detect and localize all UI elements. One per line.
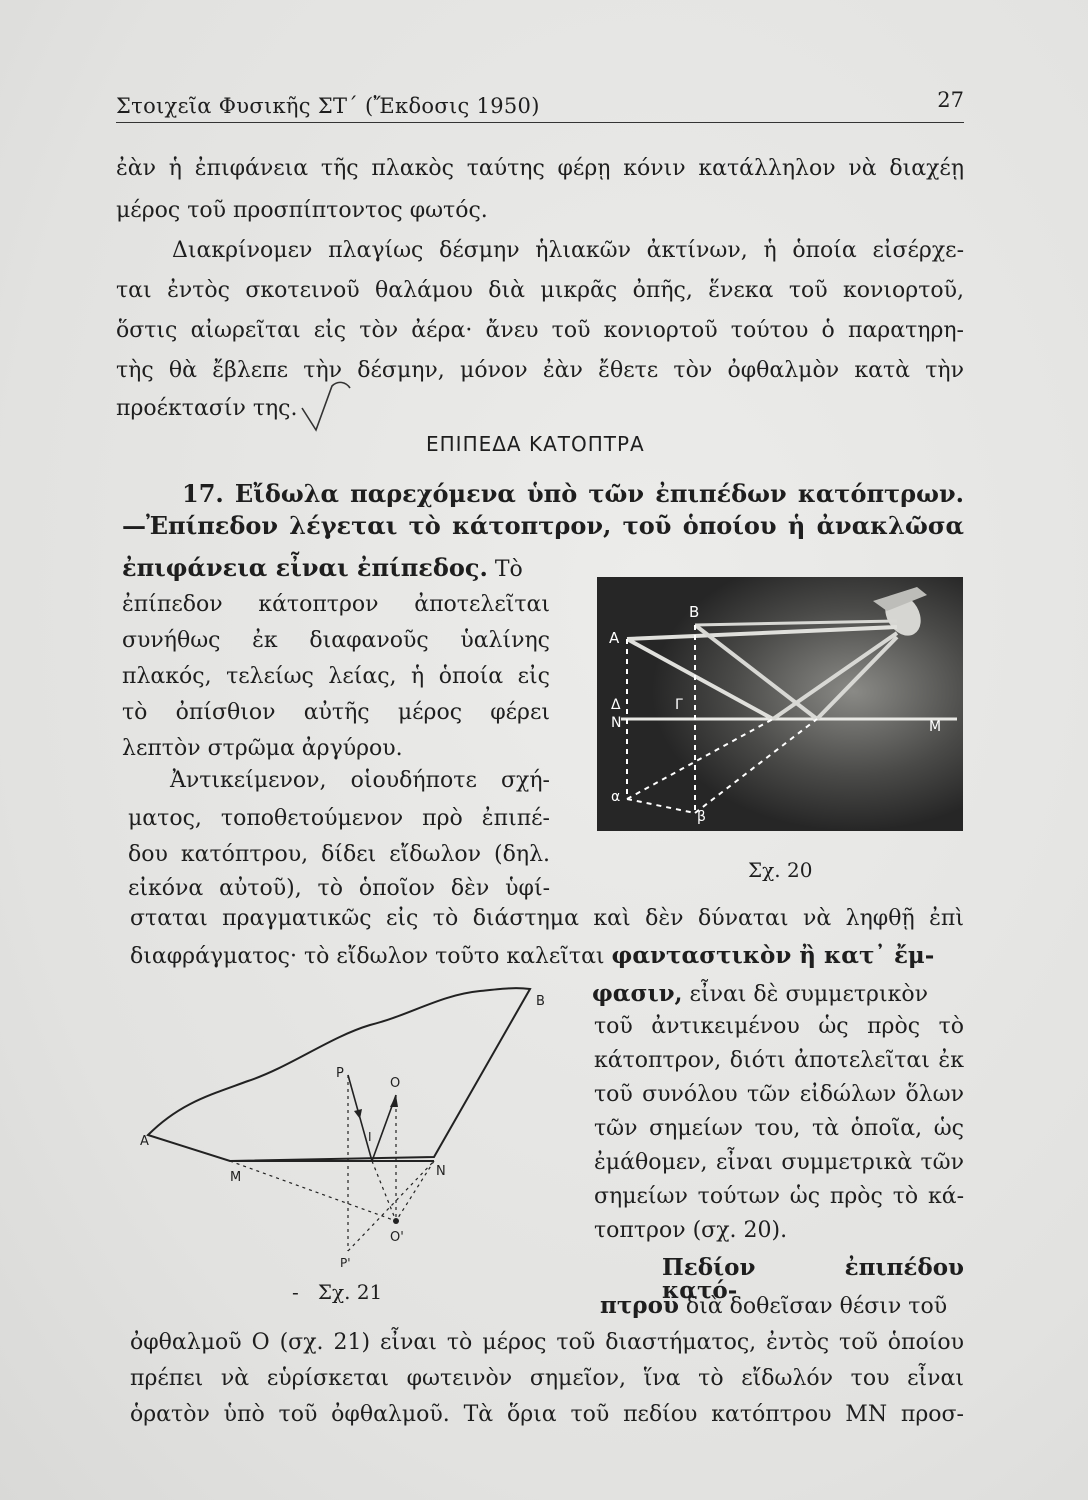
- arrow-head: [390, 1095, 398, 1107]
- fig21-label-I: I: [368, 1130, 372, 1144]
- text-line: μέρος τοῦ προσπίπτοντος φωτός.: [116, 198, 488, 223]
- fig20-label-M: M: [929, 719, 942, 735]
- figure-21-caption-line: [292, 1280, 382, 1304]
- section-17-heading: 17. Εἴδωλα παρεχόμενα ὑπὸ τῶν ἐπιπέδων κατόπτρων.: [182, 479, 964, 508]
- text-line: ἐὰν ἡ ἐπιφάνεια τῆς πλακὸς ταύτης φέρῃ κόνιν κατάλληλον νὰ διαχέῃ: [116, 156, 964, 181]
- text-line: τὴς θὰ ἔβλεπε τὴν δέσμην, μόνον ἐὰν ἔθετε τὸν ὀφθαλμὸν κατὰ τὴν: [116, 358, 964, 383]
- text-line: δου κατόπτρου, δίδει εἴδωλον (δηλ.: [128, 842, 550, 867]
- dashed-extension: [372, 1161, 396, 1221]
- fig21-label-P-prime: P': [340, 1256, 351, 1270]
- text-segment: διαφράγματος· τὸ εἴδωλον τοῦτο καλεῖται: [130, 944, 612, 969]
- definition-line-2: [122, 553, 523, 582]
- text-line: σημείων τούτων ὡς πρὸς τὸ κά-: [594, 1184, 964, 1209]
- text-line: συνήθως ἐκ διαφανοῦς ὑαλίνης: [122, 628, 550, 653]
- dashed-boundary: [396, 1161, 434, 1221]
- text-line-with-term: [130, 944, 934, 968]
- text-line: ὀφθαλμοῦ Ο (σχ. 21) εἶναι τὸ μέρος τοῦ διαστήματος, ἐντὸς τοῦ ὁποίου: [130, 1330, 964, 1355]
- text-line: ἐμάθομεν, εἶναι συμμετρικὰ τῶν: [594, 1150, 964, 1175]
- text-line: ἐπίπεδον κάτοπτρον ἀποτελεῖται: [122, 592, 550, 617]
- text-line: πλακός, τελείως λείας, ἡ ὁποία εἰς: [122, 664, 550, 689]
- fig20-label-G: Γ: [675, 697, 683, 713]
- handwritten-check-mark: [298, 378, 358, 434]
- running-header: [116, 88, 964, 128]
- text-segment: διὰ δοθεῖσαν θέσιν τοῦ: [678, 1294, 948, 1319]
- text-line: τὸ ὀπίσθιον αὐτῆς μέρος φέρει: [122, 700, 550, 725]
- fig21-label-N: N: [436, 1164, 446, 1179]
- running-title: Στοιχεῖα Φυσικῆς ΣΤ΄ (Ἔκδοσις 1950): [116, 94, 540, 118]
- figure-21-diagram: [140, 985, 550, 1275]
- fig21-label-P: P: [336, 1066, 344, 1081]
- definition-rest: Τὸ: [487, 557, 523, 582]
- page-number: 27: [937, 88, 964, 112]
- text-line: Ἀντικείμενον, οἱουδήποτε σχή-: [170, 768, 550, 793]
- dashed-boundary: [230, 1161, 396, 1221]
- text-line: προέκτασίν της.: [116, 396, 298, 421]
- figure-20-caption: Σχ. 20: [748, 858, 813, 882]
- arrow-head: [354, 1109, 362, 1119]
- fig20-label-N: N: [611, 715, 622, 731]
- fig20-label-alpha: α: [611, 789, 621, 805]
- definition-line: —Ἐπίπεδον λέγεται τὸ κάτοπτρον, τοῦ ὁποίου ἡ ἀνακλῶσα: [122, 511, 964, 540]
- figure-20-drawing: [597, 577, 963, 831]
- fig21-label-M: M: [230, 1170, 242, 1185]
- text-line-with-term: [592, 982, 964, 1006]
- text-line: ὅστις αἰωρεῖται εἰς τὸν ἀέρα· ἄνευ τοῦ κονιορτοῦ τούτου ὁ παρατηρη-: [116, 318, 964, 343]
- text-line: τοπτρον (σχ. 20).: [594, 1218, 788, 1243]
- figure-20-photo: [597, 577, 963, 831]
- text-line: Διακρίνομεν πλαγίως δέσμην ἡλιακῶν ἀκτίνων, ἡ ὁποία εἰσέρχε-: [172, 238, 964, 263]
- text-line: ματος, τοποθετούμενον πρὸ ἐπιπέ-: [128, 806, 550, 831]
- text-line: λεπτὸν στρῶμα ἀργύρου.: [122, 736, 403, 761]
- text-line: κάτοπτρον, διότι ἀποτελεῖται ἐκ: [594, 1048, 964, 1073]
- fig20-label-beta: β: [697, 809, 706, 825]
- fig20-label-B: B: [689, 603, 700, 621]
- field-heading-end: πτρου: [600, 1292, 679, 1319]
- text-line: εἰκόνα αὐτοῦ), τὸ ὁποῖον δὲν ὑφί-: [128, 876, 550, 901]
- figure-21-caption: Σχ. 21: [317, 1280, 383, 1304]
- field-heading-line-2: [600, 1294, 964, 1318]
- text-line: ὁρατὸν ὑπὸ τοῦ ὀφθαλμοῦ. Τὰ ὅρια τοῦ πεδίου κατόπτρου ΜΝ προσ-: [130, 1402, 964, 1427]
- term-virtual-image-end: φασιν,: [592, 980, 683, 1007]
- fig21-label-O: O: [390, 1076, 401, 1091]
- text-line: τῶν σημείων του, τὰ ὁποῖα, ὡς: [594, 1116, 964, 1141]
- fig21-label-B: B: [536, 994, 545, 1009]
- text-line: τοῦ συνόλου τῶν εἰδώλων ὅλων: [594, 1082, 964, 1107]
- fig20-label-A: A: [609, 629, 620, 647]
- header-rule: [116, 122, 964, 123]
- text-line: τοῦ ἀντικειμένου ὡς πρὸς τὸ: [594, 1014, 964, 1039]
- definition-term: ἐπιφάνεια εἶναι ἐπίπεδος.: [122, 553, 488, 582]
- fig20-label-D: Δ: [611, 697, 621, 713]
- fig21-label-O-prime: O': [390, 1230, 404, 1245]
- text-line: ται ἐντὸς σκοτεινοῦ θαλάμου διὰ μικρᾶς ὀπῆς, ἕνεκα τοῦ κονιορτοῦ,: [116, 278, 964, 303]
- section-heading: ΕΠΙΠΕΔΑ ΚΑΤΟΠΤΡΑ: [426, 432, 645, 456]
- fig21-label-A: A: [140, 1134, 149, 1149]
- text-segment: εἶναι δὲ συμμετρικὸν: [682, 982, 928, 1007]
- image-point: [393, 1218, 399, 1224]
- text-line: πρέπει νὰ εὑρίσκεται φωτεινὸν σημεῖον, ἵνα τὸ εἴδωλόν του εἶναι: [130, 1366, 964, 1391]
- field-heading: Πεδίον ἐπιπέδου κατό-: [662, 1254, 964, 1304]
- term-virtual-image: φανταστικὸν ἢ κατ᾽ ἔμ-: [611, 942, 935, 969]
- caption-dash: -: [292, 1280, 299, 1304]
- text-line: σταται πραγματικῶς εἰς τὸ διάστημα καὶ δὲν δύναται νὰ ληφθῇ ἐπὶ: [130, 906, 964, 931]
